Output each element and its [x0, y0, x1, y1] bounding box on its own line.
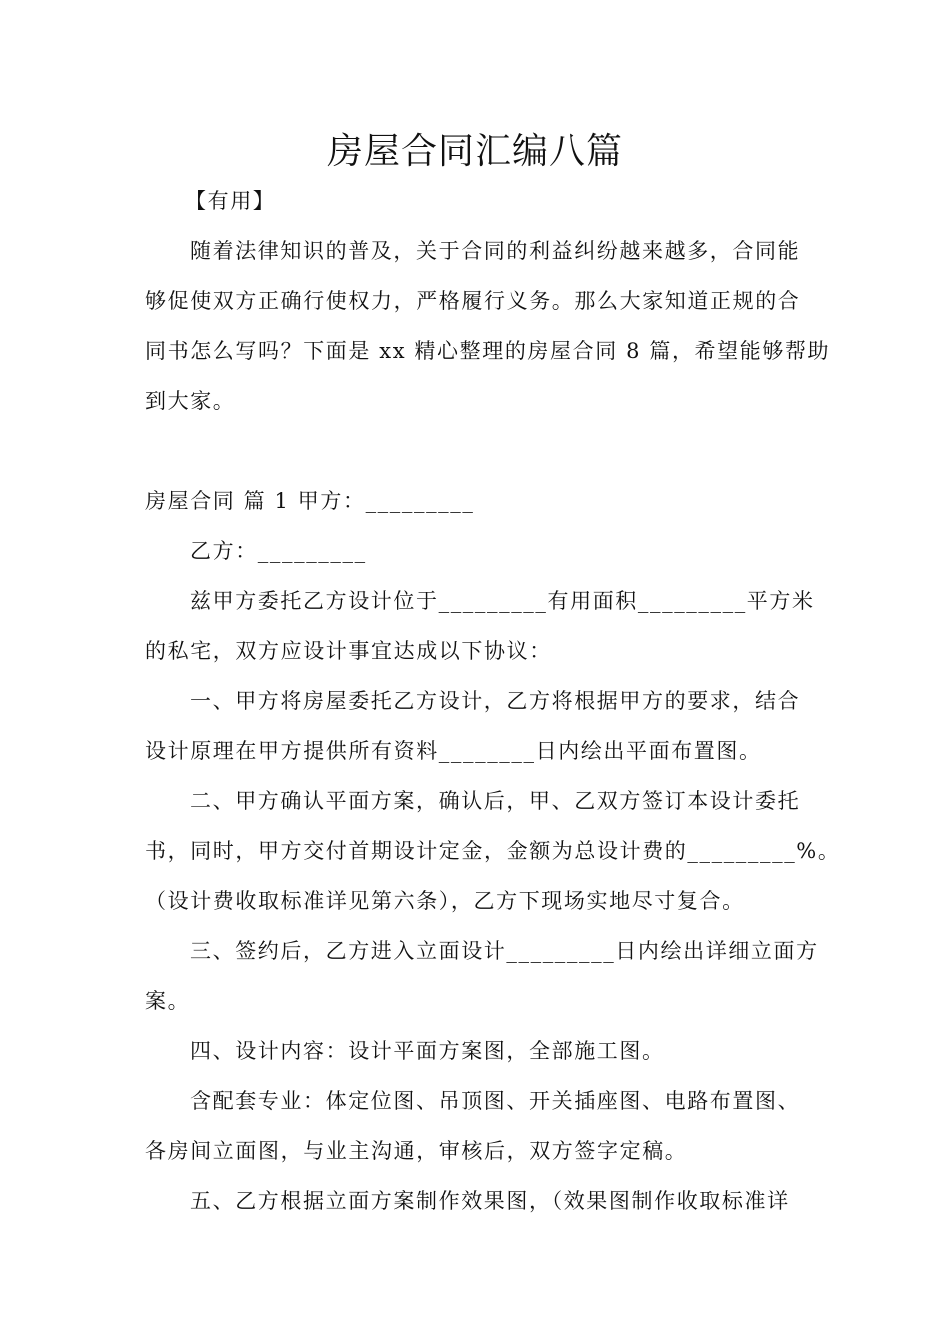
document-tag: 【有用】 [185, 189, 276, 213]
clause-1-line-1: 一、甲方将房屋委托乙方设计，乙方将根据甲方的要求，结合 [190, 689, 801, 713]
intro-line-3: 同书怎么写吗？下面是 xx 精心整理的房屋合同 8 篇，希望能够帮助 [145, 339, 831, 363]
clause-5-line-1: 五、乙方根据立面方案制作效果图，（效果图制作收取标准详 [190, 1189, 790, 1213]
clause-2-line-2: 书，同时，甲方交付首期设计定金，金额为总设计费的_________%。 [145, 839, 841, 863]
document-title: 房屋合同汇编八篇 [326, 131, 623, 172]
clause-3-line-1: 三、签约后，乙方进入立面设计_________日内绘出详细立面方 [190, 939, 819, 963]
intro-line-2: 够促使双方正确行使权力，严格履行义务。那么大家知道正规的合 [145, 289, 801, 313]
intro-line-1: 随着法律知识的普及，关于合同的利益纠纷越来越多，合同能 [190, 239, 801, 263]
clause-4-line-2: 含配套专业：体定位图、吊顶图、开关插座图、电路布置图、 [190, 1089, 801, 1113]
clause-1-line-2: 设计原理在甲方提供所有资料________日内绘出平面布置图。 [145, 739, 762, 763]
clause-4-line-1: 四、设计内容：设计平面方案图，全部施工图。 [190, 1039, 665, 1063]
intro-line-4: 到大家。 [145, 389, 236, 413]
clause-3-line-2: 案。 [145, 989, 191, 1013]
body-line-1: 兹甲方委托乙方设计位于_________有用面积_________平方米 [190, 589, 815, 613]
clause-2-line-3: （设计费收取标准详见第六条），乙方下现场实地尽寸复合。 [145, 889, 745, 913]
contract-heading-line: 房屋合同 篇 1 甲方：_________ [145, 489, 475, 513]
body-line-2: 的私宅，双方应设计事宜达成以下协议： [145, 639, 552, 663]
clause-2-line-1: 二、甲方确认平面方案，确认后，甲、乙双方签订本设计委托 [190, 789, 801, 813]
party-b-line: 乙方：_________ [190, 539, 367, 563]
clause-4-line-3: 各房间立面图，与业主沟通，审核后，双方签字定稿。 [145, 1139, 688, 1163]
